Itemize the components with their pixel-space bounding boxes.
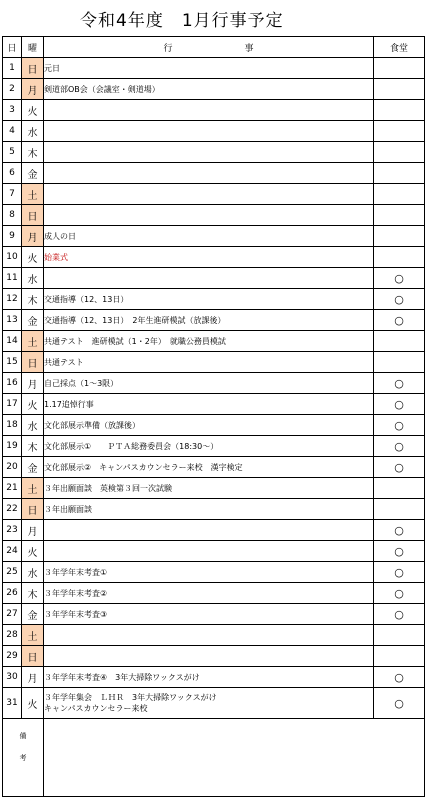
day-cell: 8 bbox=[3, 205, 22, 226]
event-cell bbox=[44, 625, 374, 646]
event-cell: ３年学年末考査② bbox=[44, 583, 374, 604]
day-cell: 23 bbox=[3, 520, 22, 541]
event-cell: 文化部展示① ＰＴＡ総務委員会（18:30～） bbox=[44, 436, 374, 457]
event-cell: ３年学年末考査④ 3年大掃除ワックスがけ bbox=[44, 667, 374, 688]
header-row bbox=[3, 37, 425, 58]
day-cell: 27 bbox=[3, 604, 22, 625]
day-cell: 19 bbox=[3, 436, 22, 457]
day-cell: 2 bbox=[3, 79, 22, 100]
day-cell: 1 bbox=[3, 58, 22, 79]
cafeteria-cell: ○ bbox=[374, 667, 425, 688]
event-cell bbox=[44, 205, 374, 226]
table-row bbox=[3, 604, 425, 625]
day-cell: 13 bbox=[3, 310, 22, 331]
event-cell: 成人の日 bbox=[44, 226, 374, 247]
event-cell bbox=[44, 184, 374, 205]
event-cell bbox=[44, 520, 374, 541]
weekday-cell: 木 bbox=[22, 436, 44, 457]
cafeteria-cell bbox=[374, 58, 425, 79]
title-text: 令和4年度 1月行事予定 bbox=[80, 11, 284, 31]
weekday-cell: 日 bbox=[22, 499, 44, 520]
day-cell: 30 bbox=[3, 667, 22, 688]
event-cell: 剣道部OB会（会議室・剣道場） bbox=[44, 79, 374, 100]
cafeteria-cell bbox=[374, 163, 425, 184]
table-row bbox=[3, 646, 425, 667]
table-row bbox=[3, 226, 425, 247]
day-cell: 10 bbox=[3, 247, 22, 268]
weekday-cell: 月 bbox=[22, 520, 44, 541]
cafeteria-cell bbox=[374, 646, 425, 667]
table-row bbox=[3, 310, 425, 331]
cafeteria-cell bbox=[374, 499, 425, 520]
table-row bbox=[3, 331, 425, 352]
weekday-cell: 金 bbox=[22, 163, 44, 184]
cafeteria-cell: ○ bbox=[374, 289, 425, 310]
weekday-cell: 金 bbox=[22, 604, 44, 625]
table-row bbox=[3, 583, 425, 604]
event-cell: 共通テスト bbox=[44, 352, 374, 373]
day-cell: 28 bbox=[3, 625, 22, 646]
event-cell bbox=[44, 100, 374, 121]
event-cell: 共通テスト 進研模試（1・2年） 就職公務員模試 bbox=[44, 331, 374, 352]
cafeteria-cell: ○ bbox=[374, 310, 425, 331]
day-cell: 24 bbox=[3, 541, 22, 562]
weekday-cell: 日 bbox=[22, 58, 44, 79]
weekday-cell: 火 bbox=[22, 394, 44, 415]
event-cell: 文化部展示準備（放課後） bbox=[44, 415, 374, 436]
event-cell: 文化部展示② キャンパスカウンセラー来校 漢字検定 bbox=[44, 457, 374, 478]
table-row bbox=[3, 100, 425, 121]
cafeteria-cell bbox=[374, 478, 425, 499]
day-cell: 17 bbox=[3, 394, 22, 415]
page-title bbox=[0, 8, 428, 34]
weekday-cell: 火 bbox=[22, 541, 44, 562]
day-cell: 16 bbox=[3, 373, 22, 394]
cafeteria-cell: ○ bbox=[374, 541, 425, 562]
event-cell bbox=[44, 142, 374, 163]
day-cell: 29 bbox=[3, 646, 22, 667]
day-cell: 5 bbox=[3, 142, 22, 163]
table-row bbox=[3, 415, 425, 436]
event-cell bbox=[44, 268, 374, 289]
day-cell: 20 bbox=[3, 457, 22, 478]
event-cell bbox=[44, 646, 374, 667]
table-row bbox=[3, 79, 425, 100]
remarks-row bbox=[3, 719, 425, 797]
event-cell: ３年出願面談 英検第３回一次試験 bbox=[44, 478, 374, 499]
weekday-cell: 土 bbox=[22, 625, 44, 646]
event-cell bbox=[44, 121, 374, 142]
weekday-cell: 金 bbox=[22, 457, 44, 478]
weekday-cell: 土 bbox=[22, 331, 44, 352]
weekday-cell: 火 bbox=[22, 100, 44, 121]
table-row bbox=[3, 289, 425, 310]
cafeteria-cell: ○ bbox=[374, 457, 425, 478]
day-cell: 31 bbox=[3, 688, 22, 719]
weekday-cell: 水 bbox=[22, 562, 44, 583]
event-cell bbox=[44, 541, 374, 562]
remarks-content bbox=[44, 719, 425, 797]
table-row bbox=[3, 562, 425, 583]
event-cell: 交通指導（12、13日） 2年生進研模試（放課後） bbox=[44, 310, 374, 331]
table-row bbox=[3, 142, 425, 163]
weekday-cell: 月 bbox=[22, 79, 44, 100]
weekday-cell: 日 bbox=[22, 205, 44, 226]
day-cell: 4 bbox=[3, 121, 22, 142]
table-row bbox=[3, 499, 425, 520]
cafeteria-cell bbox=[374, 247, 425, 268]
event-cell: 元日 bbox=[44, 58, 374, 79]
table-row bbox=[3, 667, 425, 688]
table-row bbox=[3, 394, 425, 415]
weekday-cell: 水 bbox=[22, 415, 44, 436]
event-cell: 1.17追悼行事 bbox=[44, 394, 374, 415]
cafeteria-cell bbox=[374, 142, 425, 163]
table-row bbox=[3, 205, 425, 226]
header-cafeteria: 食堂 bbox=[374, 37, 425, 58]
day-cell: 11 bbox=[3, 268, 22, 289]
cafeteria-cell bbox=[374, 121, 425, 142]
table-row bbox=[3, 121, 425, 142]
day-cell: 26 bbox=[3, 583, 22, 604]
remarks-label bbox=[3, 719, 44, 797]
weekday-cell: 土 bbox=[22, 478, 44, 499]
event-cell: ３年学年末考査③ bbox=[44, 604, 374, 625]
remarks-label-2: 考 bbox=[19, 754, 27, 762]
schedule-table bbox=[2, 36, 425, 797]
day-cell: 9 bbox=[3, 226, 22, 247]
weekday-cell: 水 bbox=[22, 121, 44, 142]
table-row bbox=[3, 520, 425, 541]
weekday-cell: 木 bbox=[22, 583, 44, 604]
table-row bbox=[3, 163, 425, 184]
table-row bbox=[3, 184, 425, 205]
day-cell: 21 bbox=[3, 478, 22, 499]
weekday-cell: 金 bbox=[22, 310, 44, 331]
weekday-cell: 木 bbox=[22, 289, 44, 310]
day-cell: 3 bbox=[3, 100, 22, 121]
day-cell: 14 bbox=[3, 331, 22, 352]
event-line-2: キャンパスカウンセラー来校 bbox=[44, 704, 148, 713]
cafeteria-cell bbox=[374, 625, 425, 646]
weekday-cell: 土 bbox=[22, 184, 44, 205]
weekday-cell: 火 bbox=[22, 688, 44, 719]
weekday-cell: 日 bbox=[22, 352, 44, 373]
cafeteria-cell bbox=[374, 184, 425, 205]
cafeteria-cell: ○ bbox=[374, 520, 425, 541]
table-row bbox=[3, 268, 425, 289]
cafeteria-cell bbox=[374, 352, 425, 373]
weekday-cell: 日 bbox=[22, 646, 44, 667]
cafeteria-cell: ○ bbox=[374, 562, 425, 583]
cafeteria-cell: ○ bbox=[374, 415, 425, 436]
header-day: 日 bbox=[3, 37, 22, 58]
event-cell: ３年出願面談 bbox=[44, 499, 374, 520]
table-row bbox=[3, 457, 425, 478]
day-cell: 6 bbox=[3, 163, 22, 184]
day-cell: 7 bbox=[3, 184, 22, 205]
weekday-cell: 木 bbox=[22, 142, 44, 163]
remarks-label-1: 備 bbox=[19, 732, 27, 740]
cafeteria-cell: ○ bbox=[374, 436, 425, 457]
day-cell: 15 bbox=[3, 352, 22, 373]
day-cell: 12 bbox=[3, 289, 22, 310]
cafeteria-cell: ○ bbox=[374, 604, 425, 625]
cafeteria-cell bbox=[374, 100, 425, 121]
weekday-cell: 火 bbox=[22, 247, 44, 268]
table-row bbox=[3, 58, 425, 79]
cafeteria-cell: ○ bbox=[374, 583, 425, 604]
table-row bbox=[3, 352, 425, 373]
table-row bbox=[3, 373, 425, 394]
table-row bbox=[3, 247, 425, 268]
cafeteria-cell bbox=[374, 205, 425, 226]
event-cell bbox=[44, 163, 374, 184]
cafeteria-cell: ○ bbox=[374, 373, 425, 394]
header-dow: 曜 bbox=[22, 37, 44, 58]
header-event: 行 事 bbox=[44, 37, 374, 58]
cafeteria-cell bbox=[374, 79, 425, 100]
table-row bbox=[3, 688, 425, 719]
weekday-cell: 月 bbox=[22, 667, 44, 688]
weekday-cell: 月 bbox=[22, 373, 44, 394]
table-row bbox=[3, 625, 425, 646]
weekday-cell: 月 bbox=[22, 226, 44, 247]
event-cell: 交通指導（12、13日） bbox=[44, 289, 374, 310]
day-cell: 25 bbox=[3, 562, 22, 583]
cafeteria-cell: ○ bbox=[374, 688, 425, 719]
weekday-cell: 水 bbox=[22, 268, 44, 289]
event-cell: 始業式 bbox=[44, 247, 374, 268]
day-cell: 22 bbox=[3, 499, 22, 520]
cafeteria-cell: ○ bbox=[374, 268, 425, 289]
table-row bbox=[3, 541, 425, 562]
event-cell bbox=[44, 688, 374, 719]
event-cell: ３年学年末考査① bbox=[44, 562, 374, 583]
event-cell: 自己採点（1～3限） bbox=[44, 373, 374, 394]
cafeteria-cell: ○ bbox=[374, 394, 425, 415]
cafeteria-cell bbox=[374, 331, 425, 352]
table-row bbox=[3, 436, 425, 457]
cafeteria-cell bbox=[374, 226, 425, 247]
day-cell: 18 bbox=[3, 415, 22, 436]
table-row bbox=[3, 478, 425, 499]
event-line-1: ３年学年集会 ＬＨＲ 3年大掃除ワックスがけ bbox=[44, 693, 217, 702]
